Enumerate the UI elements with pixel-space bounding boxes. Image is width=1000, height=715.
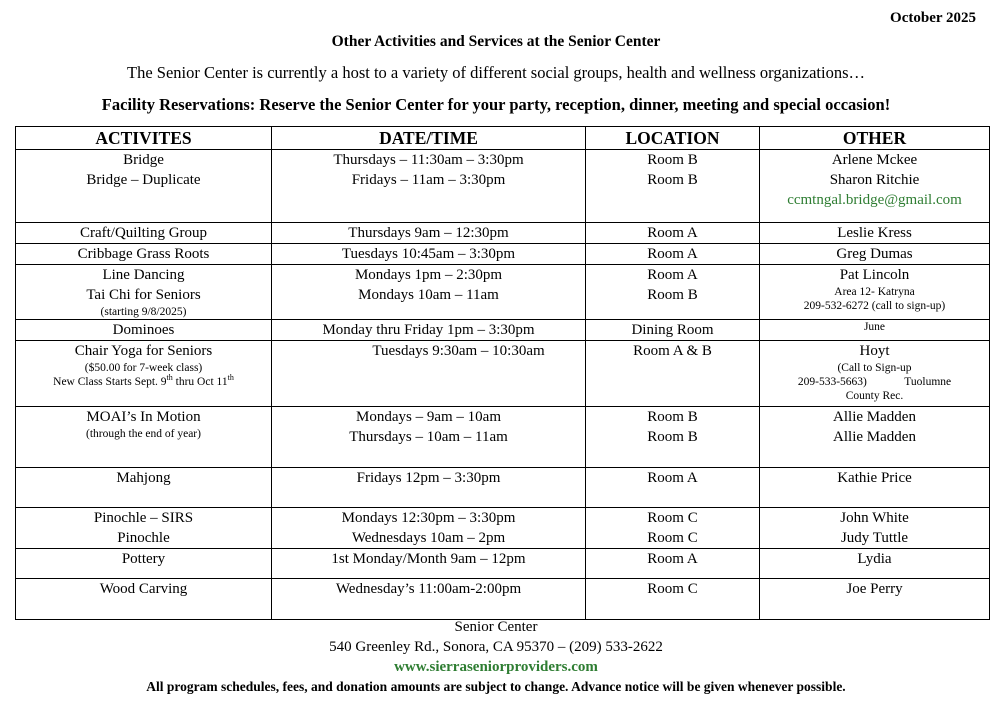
contact-note: (Call to Sign-up (837, 362, 912, 374)
activity-cell: Mahjong (16, 468, 272, 508)
contact-note: County Rec. (845, 390, 904, 402)
contact-phone: 209-532-6272 (call to sign-up) (803, 300, 946, 312)
location-cell (586, 265, 760, 320)
table-row (16, 320, 990, 341)
datetime-cell: Thursdays 9am – 12:30pm (272, 223, 586, 244)
datetime-cell (272, 407, 586, 468)
table-row (16, 223, 990, 244)
table-row (16, 265, 990, 320)
datetime-cell: Monday thru Friday 1pm – 3:30pm (272, 320, 586, 341)
activity-cell (16, 341, 272, 407)
table-row (16, 468, 990, 508)
datetime-cell: Fridays 12pm – 3:30pm (272, 468, 586, 508)
document-date: October 2025 (890, 10, 976, 26)
contact-name: Judy Tuttle (840, 530, 909, 546)
other-cell (760, 150, 990, 223)
location-text: Room A (647, 267, 698, 283)
table-header-row (16, 127, 990, 150)
activity-note: New Class Starts Sept. 9th thru Oct 11th (53, 373, 234, 388)
intro-text: The Senior Center is currently a host to a variety of different social groups, health and wellness organizations… (126, 63, 866, 82)
activity-cell (16, 150, 272, 223)
schedule-text: Thursdays – 11:30am – 3:30pm (333, 152, 524, 168)
location-text: Room B (647, 429, 698, 445)
location-cell (586, 508, 760, 549)
activity-name: Pinochle (117, 530, 170, 546)
schedule-text: Fridays – 11am – 3:30pm (351, 172, 506, 188)
schedule-text: Mondays 1pm – 2:30pm (354, 267, 503, 283)
table-row (16, 579, 990, 620)
contact-name: Hoyt (859, 343, 890, 359)
other-cell: Leslie Kress (760, 223, 990, 244)
schedule-text: Mondays 12:30pm – 3:30pm (341, 510, 516, 526)
schedule-text: Thursdays – 10am – 11am (349, 429, 508, 445)
contact-name: Allie Madden (833, 409, 916, 425)
location-cell: Room A (586, 468, 760, 508)
activity-cell: Pottery (16, 549, 272, 579)
datetime-cell (272, 265, 586, 320)
footer-disclaimer: All program schedules, fees, and donation amounts are subject to change. Advance notice will be given whenever possible. (146, 679, 846, 694)
activity-name: Bridge (123, 152, 164, 168)
footer-website-link[interactable]: www.sierraseniorproviders.com (394, 659, 598, 675)
table-row (16, 150, 990, 223)
datetime-cell: Tuesdays 10:45am – 3:30pm (272, 244, 586, 265)
column-header-other: OTHER (760, 127, 990, 150)
contact-phone: 209-533-5663) Tuolumne (797, 376, 952, 388)
table-row (16, 508, 990, 549)
table-row (16, 341, 990, 407)
activity-note: ($50.00 for 7-week class) (84, 362, 203, 374)
reservation-notice: Facility Reservations: Reserve the Senior Center for your party, reception, dinner, meeting and special occasion! (101, 95, 891, 114)
location-text: Room C (647, 530, 698, 546)
datetime-cell (272, 341, 586, 407)
activity-name: Bridge – Duplicate (86, 172, 201, 188)
activity-name: MOAI’s In Motion (86, 409, 201, 425)
activity-name: Pinochle – SIRS (93, 510, 194, 526)
column-header-date-time: DATE/TIME (272, 127, 586, 150)
page-title: Other Activities and Services at the Senior Center (331, 33, 661, 50)
other-cell (760, 407, 990, 468)
activity-cell: Cribbage Grass Roots (16, 244, 272, 265)
other-cell (760, 265, 990, 320)
schedule-text: Mondays 10am – 11am (358, 287, 499, 303)
datetime-cell (272, 150, 586, 223)
contact-name: Pat Lincoln (839, 267, 910, 283)
schedule-text: Tuesdays 9:30am – 10:30am (372, 343, 545, 359)
location-cell: Room A (586, 244, 760, 265)
activity-cell (16, 265, 272, 320)
location-text: Room B (647, 172, 698, 188)
activity-cell: Dominoes (16, 320, 272, 341)
contact-name: Allie Madden (833, 429, 916, 445)
column-header-location: LOCATION (586, 127, 760, 150)
other-cell (760, 341, 990, 407)
activity-cell (16, 508, 272, 549)
contact-name: Arlene Mckee (831, 152, 918, 168)
footer-org-name: Senior Center (454, 619, 538, 635)
datetime-cell (272, 508, 586, 549)
activity-name: Line Dancing (102, 267, 185, 283)
activity-cell: Wood Carving (16, 579, 272, 620)
activity-note: (starting 9/8/2025) (100, 306, 187, 318)
contact-name: John White (840, 510, 909, 526)
activity-name: Tai Chi for Seniors (86, 287, 201, 303)
location-cell: Room C (586, 579, 760, 620)
activity-name: Chair Yoga for Seniors (74, 343, 213, 359)
activity-cell: Craft/Quilting Group (16, 223, 272, 244)
other-cell: Kathie Price (760, 468, 990, 508)
contact-name: June (863, 321, 886, 333)
column-header-activities: ACTIVITES (16, 127, 272, 150)
datetime-cell: Wednesday’s 11:00am-2:00pm (272, 579, 586, 620)
location-cell: Room A (586, 549, 760, 579)
location-cell: Room A (586, 223, 760, 244)
other-cell: Greg Dumas (760, 244, 990, 265)
location-text: Room B (647, 287, 698, 303)
location-text: Room C (647, 510, 698, 526)
location-cell: Room A & B (586, 341, 760, 407)
activity-cell (16, 407, 272, 468)
location-cell (586, 150, 760, 223)
table-row (16, 407, 990, 468)
location-cell: Dining Room (586, 320, 760, 341)
datetime-cell: 1st Monday/Month 9am – 12pm (272, 549, 586, 579)
other-cell (760, 320, 990, 341)
other-cell: Joe Perry (760, 579, 990, 620)
contact-name: Sharon Ritchie (829, 172, 920, 188)
contact-note: Area 12- Katryna (834, 286, 915, 298)
schedule-text: Mondays – 9am – 10am (356, 409, 501, 425)
contact-email-link[interactable]: ccmtngal.bridge@gmail.com (787, 192, 962, 208)
schedule-text: Wednesdays 10am – 2pm (351, 530, 506, 546)
other-cell: Lydia (760, 549, 990, 579)
table-row (16, 549, 990, 579)
location-cell (586, 407, 760, 468)
activity-note: (through the end of year) (86, 428, 201, 440)
activities-table (15, 126, 990, 620)
other-cell (760, 508, 990, 549)
table-row (16, 244, 990, 265)
location-text: Room B (647, 152, 698, 168)
location-text: Room B (647, 409, 698, 425)
footer-address: 540 Greenley Rd., Sonora, CA 95370 – (209) 533-2622 (329, 639, 663, 655)
